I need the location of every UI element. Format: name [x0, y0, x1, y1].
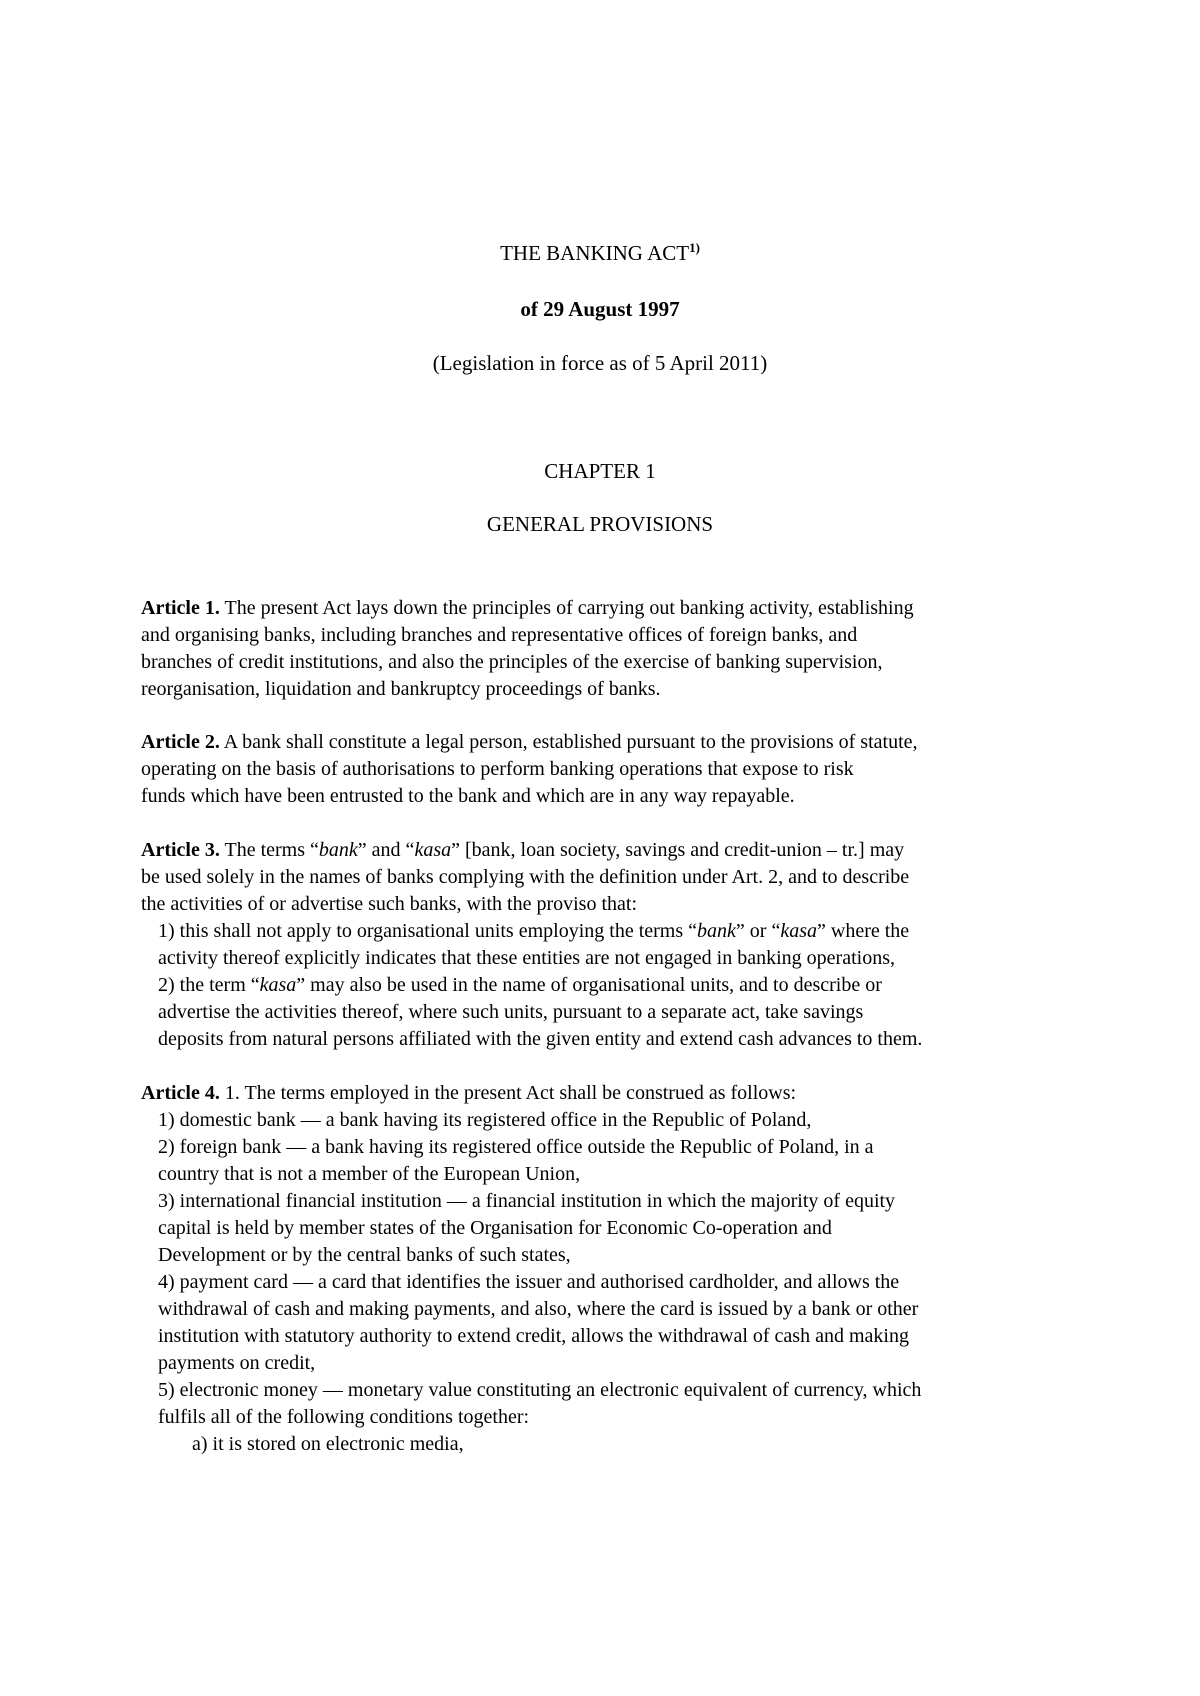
- article-1-line: Article 1. The present Act lays down the principles of carrying out banking activity, establishing: [141, 597, 914, 619]
- article-3-item-2-cont: advertise the activities thereof, where such units, pursuant to a separate act, take savings: [158, 1001, 864, 1023]
- article-1: [141, 595, 1071, 703]
- legislation-status: (Legislation in force as of 5 April 2011): [432, 351, 768, 375]
- definition-item: 4) payment card — a card that identifies the issuer and authorised cardholder, and allows the: [158, 1271, 900, 1293]
- article-1-line: and organising banks, including branches and representative offices of foreign banks, and: [141, 624, 858, 646]
- article-3-item-2: 2) the term “kasa” may also be used in the name of organisational units, and to describe or: [158, 974, 882, 996]
- article-3-label: Article 3.: [141, 839, 220, 861]
- article-3-line: Article 3. The terms “bank” and “kasa” [bank, loan society, savings and credit-union – tr.] may: [141, 839, 905, 861]
- chapter-title: GENERAL PROVISIONS: [486, 512, 714, 536]
- article-1-label: Article 1.: [141, 597, 220, 619]
- definition-item-cont: payments on credit,: [158, 1352, 316, 1374]
- article-3-line: the activities of or advertise such banks, with the proviso that:: [141, 893, 637, 915]
- article-2-line: funds which have been entrusted to the bank and which are in any way repayable.: [141, 785, 795, 807]
- definition-item: 1) domestic bank — a bank having its registered office in the Republic of Poland,: [158, 1109, 812, 1131]
- article-3-item-1-cont: activity thereof explicitly indicates that these entities are not engaged in banking operations,: [158, 947, 895, 969]
- article-4: [141, 1080, 1071, 1458]
- definition-item: 3) international financial institution — a financial institution in which the majority of equity: [158, 1190, 896, 1212]
- definition-item: 5) electronic money — monetary value constituting an electronic equivalent of currency, which: [158, 1379, 922, 1401]
- definition-item-cont: withdrawal of cash and making payments, and also, where the card is issued by a bank or other: [158, 1298, 919, 1320]
- article-1-line: reorganisation, liquidation and bankruptcy proceedings of banks.: [141, 678, 661, 700]
- definition-subitem: a) it is stored on electronic media,: [192, 1433, 464, 1455]
- definition-item-cont: fulfils all of the following conditions together:: [158, 1406, 530, 1428]
- definition-item: 2) foreign bank — a bank having its registered office outside the Republic of Poland, in a: [158, 1136, 874, 1158]
- term-kasa: kasa: [259, 974, 297, 996]
- article-1-line: branches of credit institutions, and also the principles of the exercise of banking supervision,: [141, 651, 883, 673]
- chapter-number: CHAPTER 1: [544, 459, 656, 483]
- definition-item-cont: Development or by the central banks of such states,: [158, 1244, 571, 1266]
- article-4-intro: Article 4. 1. The terms employed in the present Act shall be construed as follows:: [141, 1082, 797, 1104]
- title-text: THE BANKING ACT: [500, 241, 690, 265]
- term-bank: bank: [697, 920, 736, 942]
- article-2: [141, 729, 1071, 810]
- term-kasa: kasa: [780, 920, 817, 942]
- article-3-item-1: 1) this shall not apply to organisational units employing the terms “bank” or “kasa” where the: [158, 920, 910, 942]
- term-bank: bank: [318, 839, 358, 861]
- article-3-line: be used solely in the names of banks complying with the definition under Art. 2, and to describe: [141, 866, 910, 888]
- document-title: [0, 240, 1200, 267]
- term-kasa: kasa: [414, 839, 452, 861]
- article-2-label: Article 2.: [141, 731, 220, 753]
- article-4-label: Article 4.: [141, 1082, 220, 1104]
- definition-item-cont: institution with statutory authority to extend credit, allows the withdrawal of cash and making: [158, 1325, 909, 1347]
- definition-item-cont: country that is not a member of the European Union,: [158, 1163, 581, 1185]
- article-3-item-2-cont: deposits from natural persons affiliated with the given entity and extend cash advances to them.: [158, 1028, 923, 1050]
- article-3: [141, 837, 1071, 1053]
- article-2-line: operating on the basis of authorisations to perform banking operations that expose to risk: [141, 758, 854, 780]
- document-date: of 29 August 1997: [520, 297, 680, 321]
- title-footnote-marker: 1): [689, 240, 700, 255]
- article-2-line: Article 2. A bank shall constitute a legal person, established pursuant to the provisions of statute,: [141, 731, 918, 753]
- definition-item-cont: capital is held by member states of the Organisation for Economic Co-operation and: [158, 1217, 832, 1239]
